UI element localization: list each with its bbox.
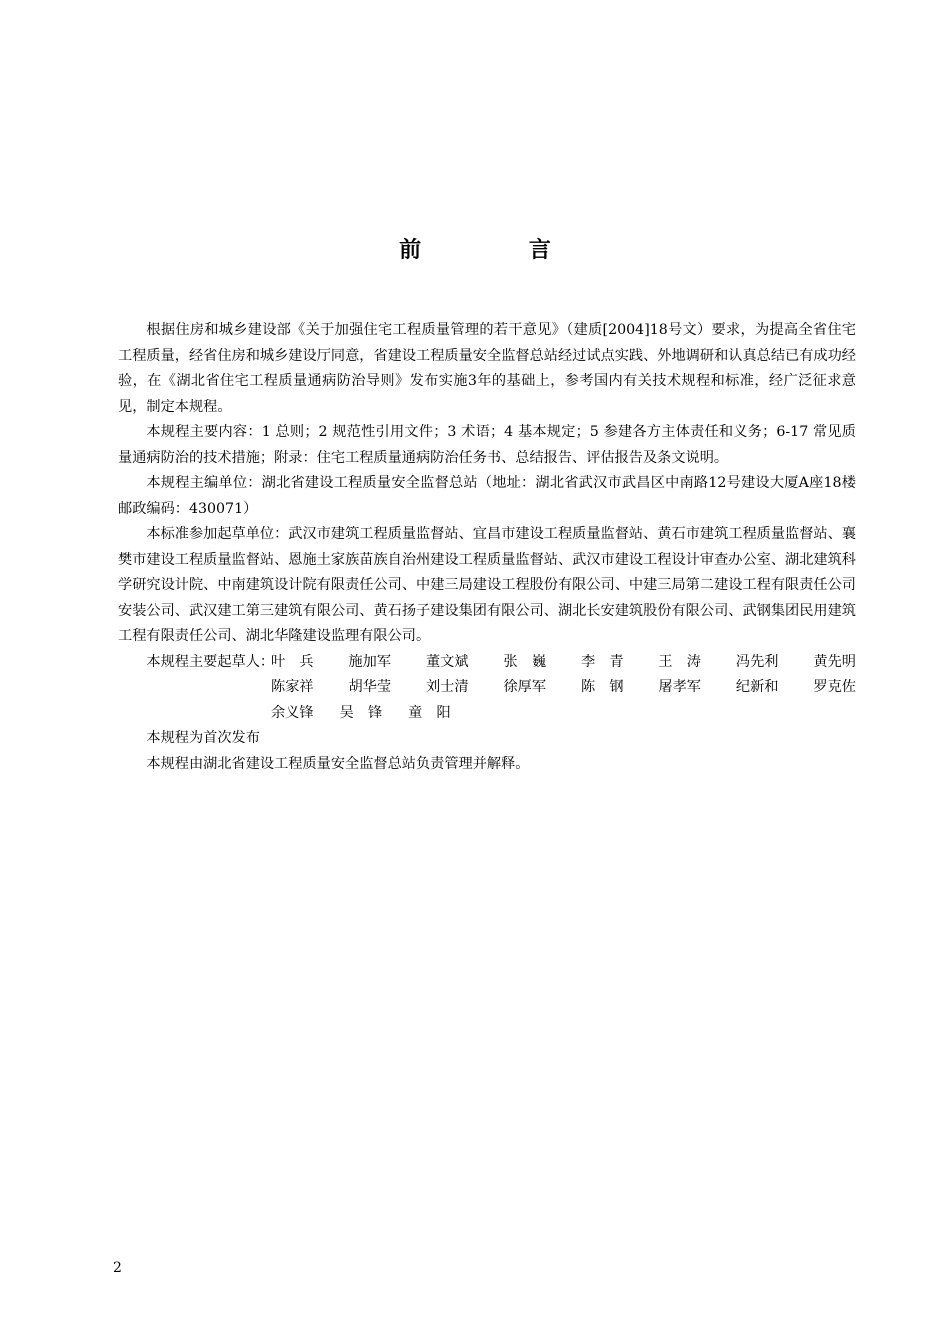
paragraph-basis: 根据住房和城乡建设部《关于加强住宅工程质量管理的若干意见》（建质[2004]18号文）要求，为提高全省住宅工程质量，经省住房和城乡建设厅同意，省建设工程质量安全监督总站经过试点实践、外地调研和认真总结已有成功经验，在《湖北省住宅工程质量通病防治导则》发布实施3年的基础上，参考国内有关技术规程和标准，经广泛征求意见，制定本规程。 [118,322,856,415]
drafter-name: 罗克佐 [813,679,856,695]
drafter-name: 施加军 [348,653,392,670]
page-number: 2 [113,1260,122,1276]
paragraph-participants: 本标准参加起草单位：武汉市建筑工程质量监督站、宜昌市建设工程质量监督站、黄石市建筑工程质量监督站、襄樊市建设工程质量监督站、恩施土家族苗族自治州建设工程质量监督站、武汉市建设工程设计审查办公室、湖北建筑科学研究设计院、中南建筑设计院有限责任公司、中建三局建设工程股份有限公司、中建三局第二建设工程有限责任公司安装公司、武汉建工第三建筑有限公司、黄石扬子建设集团有限公司、湖北长安建筑股份有限公司、武钢集团民用建筑工程有限责任公司、湖北华隆建设监理有限公司。 [118,526,856,644]
paragraph-management: 本规程由湖北省建设工程质量安全监督总站负责管理并解释。 [146,755,530,772]
drafter-name: 冯先利 [735,653,779,670]
drafter-name: 纪新和 [735,679,779,695]
drafters-section [118,650,856,727]
drafter-name: 王 涛 [658,653,701,670]
drafter-name: 陈 钢 [580,679,624,695]
paragraph-contents: 本规程主要内容：1 总则；2 规范性引用文件；3 术语；4 基本规定；5 参建各方主体责任和义务；6-17 常见质量通病防治的技术措施；附录：住宅工程质量通病防治任务书、总结报告、评估报告及条文说明。 [118,424,856,466]
drafters-label: 本规程主要起草人： [146,653,275,670]
drafter-name: 叶 兵 [271,653,314,670]
drafter-name: 徐厚军 [503,679,547,695]
drafters-row [271,675,856,701]
drafter-name: 余义锋 [271,704,314,721]
page-title: 前 言 [399,238,601,263]
drafters-row [271,650,856,676]
drafter-name: 黄先明 [813,653,856,670]
drafters-row [271,701,856,727]
drafter-name: 屠孝军 [658,679,701,695]
drafter-name: 吴 锋 [339,704,383,721]
drafter-name: 胡华莹 [348,679,392,695]
drafter-name: 陈家祥 [271,679,314,695]
drafter-name: 刘士清 [425,679,469,695]
preface-body [118,318,885,777]
drafter-name: 李 青 [580,653,624,670]
drafter-name: 童 阳 [408,704,451,721]
drafter-name: 张 巍 [503,653,547,670]
drafter-name: 董文斌 [425,653,469,670]
paragraph-chief-editor: 本规程主编单位：湖北省建设工程质量安全监督总站（地址：湖北省武汉市武昌区中南路12号建设大厦A座18楼 邮政编码：430071） [118,475,885,517]
drafters-grid [271,650,856,727]
paragraph-first-release: 本规程为首次发布 [146,730,260,746]
